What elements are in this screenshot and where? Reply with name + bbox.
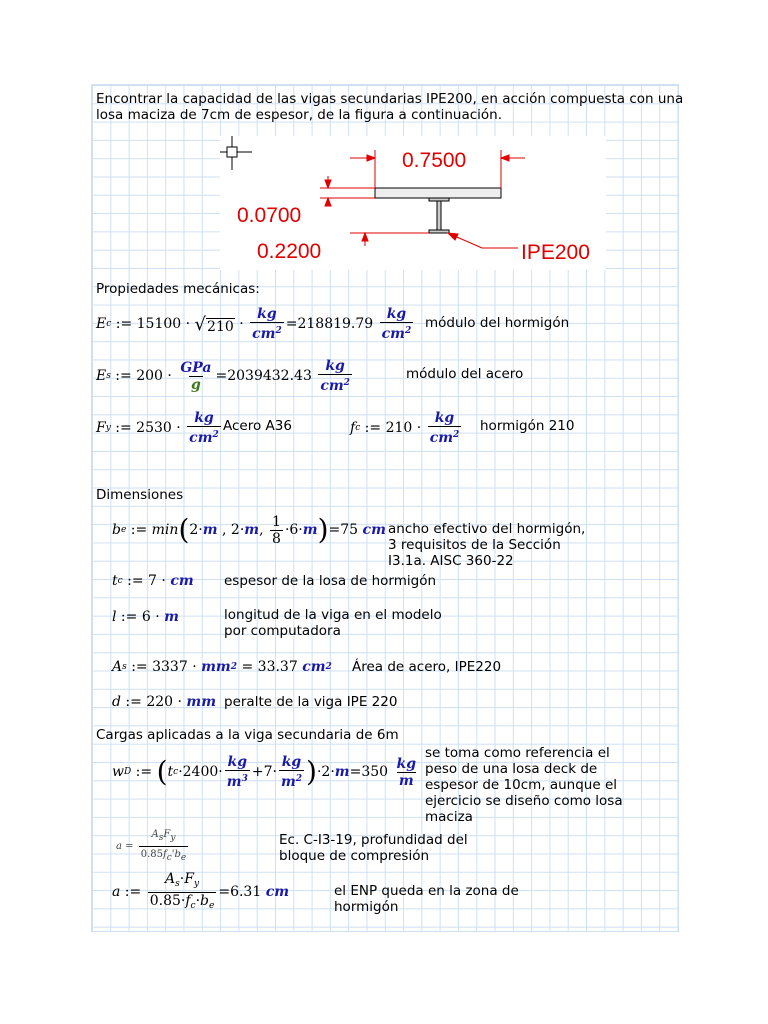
- ec-note: módulo del hormigón: [425, 315, 570, 331]
- as-equation[interactable]: A s := 3337 · mm 2 = 33.37 cm 2: [112, 659, 332, 675]
- thickness-label: 0.0700: [237, 204, 302, 227]
- l-note-2: por computadora: [224, 623, 341, 639]
- ec-equation[interactable]: E c := 15100 · √ 210 · $\frac{kg}{cm^2}$ = 218819.79 $\frac{kg}{cm^2}$: [96, 306, 412, 342]
- wd-note-3: espesor de 10cm, aunque el: [425, 777, 618, 793]
- a-equation[interactable]: a := $\frac{A_s\cdot F_y}{0.85\cdot f_c\cdot b_e}$ = 6.31 cm: [112, 872, 289, 912]
- tc-equation[interactable]: t c := 7 · cm: [112, 573, 194, 589]
- props-heading: Propiedades mecánicas:: [96, 281, 260, 297]
- wd-equation[interactable]: w D := ( t c · 2400 · $\frac{kg}{m^3}$ + 7 · $\frac{kg}{m^2}$ ) · 2 · m = 350 $\frac{kg}{m}$: [112, 754, 417, 790]
- es-note: módulo del acero: [406, 366, 524, 382]
- as-note: Área de acero, IPE220: [352, 659, 502, 675]
- wd-note-4: ejercicio se diseño como losa: [425, 793, 623, 809]
- slab-shape: [375, 188, 501, 198]
- fc-note: hormigón 210: [480, 418, 575, 434]
- eq-note-1: Ec. C-I3-19, profundidad del: [279, 832, 468, 848]
- loads-heading: Cargas aplicadas a la viga secundaria de 6m: [96, 727, 399, 743]
- intro-line-1: Encontrar la capacidad de las vigas secundarias IPE200, en acción compuesta con una: [96, 91, 684, 107]
- be-equation[interactable]: b e := min ( 2 · m , 2 · m , $\frac{1}{8}$ ·6· m ) = 75 cm: [112, 513, 386, 547]
- formula-image-c-i3-19: a = $\frac{A_sF_y}{0.85f_c'b_e}$: [116, 830, 190, 862]
- width-label: 0.7500: [402, 149, 467, 172]
- be-note-1: ancho efectivo del hormigón,: [388, 521, 586, 537]
- intro-line-2: losa maciza de 7cm de espesor, de la figura a continuación.: [96, 107, 503, 123]
- a-note-2: hormigón: [334, 899, 399, 915]
- fy-note: Acero A36: [223, 418, 292, 434]
- tc-note: espesor de la losa de hormigón: [224, 573, 437, 589]
- wd-note-5: maciza: [425, 809, 473, 825]
- section-label: IPE200: [521, 241, 590, 264]
- a-note-1: el ENP queda en la zona de: [334, 883, 519, 899]
- be-note-3: I3.1a. AISC 360-22: [388, 553, 514, 569]
- wd-note-1: se toma como referencia el: [425, 745, 610, 761]
- fc-equation[interactable]: f c := 210 · $\frac{kg}{cm^2}$: [350, 410, 460, 446]
- l-equation[interactable]: l := 6 · m: [112, 609, 179, 625]
- depth-label: 0.2200: [257, 240, 322, 263]
- es-equation[interactable]: E s := 200 · $\frac{\text{GPa}}{g}$ = 2039432.43 $\frac{kg}{cm^2}$: [96, 358, 350, 394]
- d-note: peralte de la viga IPE 220: [224, 694, 398, 710]
- fy-equation[interactable]: F y := 2530 · $\frac{kg}{cm^2}$: [96, 410, 219, 446]
- d-equation[interactable]: d := 220 · mm: [112, 694, 217, 710]
- l-note-1: longitud de la viga en el modelo: [224, 607, 442, 623]
- composite-section-figure: [220, 136, 606, 270]
- wd-note-2: peso de una losa deck de: [425, 761, 598, 777]
- be-note-2: 3 requisitos de la Sección: [388, 537, 561, 553]
- dims-heading: Dimensiones: [96, 487, 184, 503]
- eq-note-2: bloque de compresión: [279, 848, 430, 864]
